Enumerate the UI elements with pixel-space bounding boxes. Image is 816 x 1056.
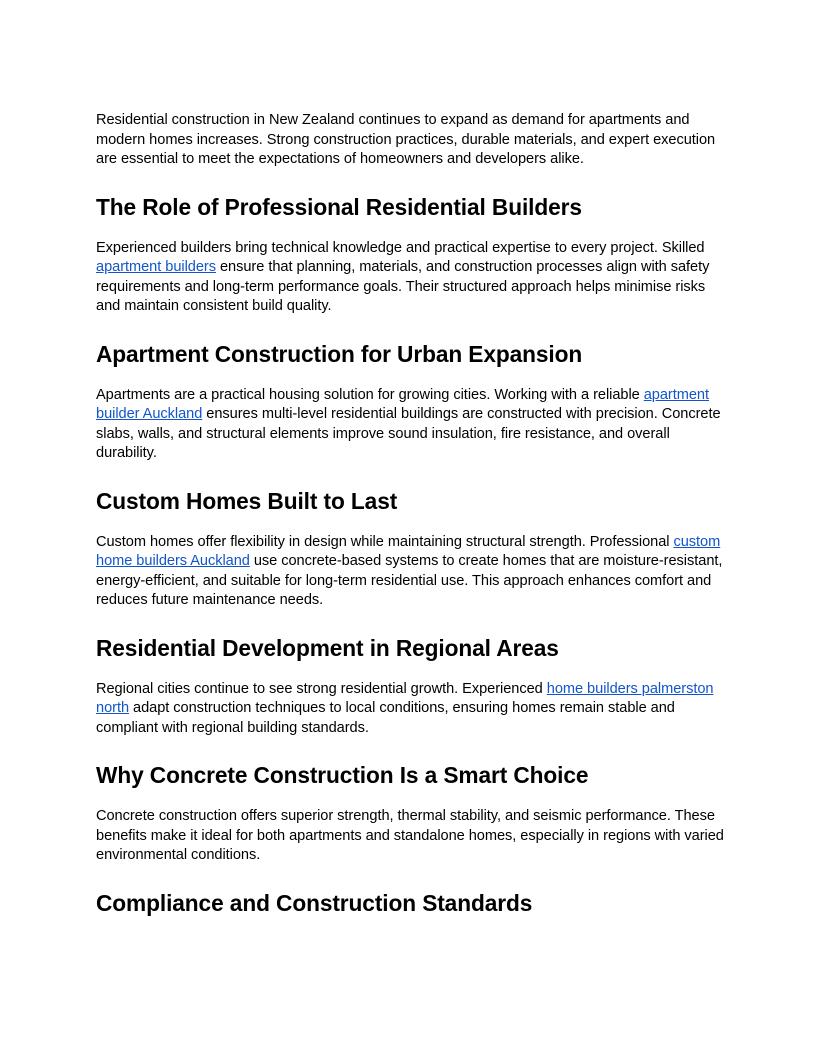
section-heading-apartment-construction: Apartment Construction for Urban Expansion	[96, 340, 583, 367]
section-heading-role-of-builders: The Role of Professional Residential Builders	[96, 193, 582, 220]
link-apartment-builder-auckland[interactable]: apartment builder Auckland	[96, 386, 709, 422]
section-heading-regional-development: Residential Development in Regional Areas	[96, 634, 559, 661]
link-home-builders-palmerston-north[interactable]: home builders palmerston north	[96, 680, 714, 716]
paragraph-custom-homes: Custom homes offer flexibility in design while maintaining structural strength. Professional custom home builders Auckland use concrete-based systems to create homes that are moisture-resistant, energy-efficient, and suitable for long-term residential use. This approach enhances comfort and reduces future maintenance needs.	[96, 533, 723, 608]
document-page	[96, 111, 724, 917]
paragraph-concrete-construction: Concrete construction offers superior strength, thermal stability, and seismic performance. These benefits make it ideal for both apartments and standalone homes, especially in regions with varied environmental conditions.	[96, 808, 724, 863]
section-heading-custom-homes: Custom Homes Built to Last	[96, 487, 398, 514]
link-apartment-builders[interactable]: apartment builders	[96, 259, 216, 275]
section-heading-concrete-construction: Why Concrete Construction Is a Smart Choice	[96, 762, 589, 788]
paragraph-apartment-construction: Apartments are a practical housing solution for growing cities. Working with a reliable apartment builder Auckland ensures multi-level residential buildings are constructed with precision. Concrete slabs, walls, and structural elements improve sound insulation, fire resistance, and overall durability.	[96, 386, 721, 461]
link-custom-home-builders-auckland[interactable]: custom home builders Auckland	[96, 533, 721, 569]
paragraph-regional-development: Regional cities continue to see strong residential growth. Experienced home builders palmerston north adapt construction techniques to local conditions, ensuring homes remain stable and compliant with regional building standards.	[96, 680, 714, 736]
intro-paragraph: Residential construction in New Zealand continues to expand as demand for apartments and modern homes increases. Strong construction practices, durable materials, and expert execution are essential to meet the expectations of homeowners and developers alike.	[96, 112, 716, 167]
paragraph-role-of-builders: Experienced builders bring technical knowledge and practical expertise to every project. Skilled apartment builders ensure that planning, materials, and construction processes align with safety requirements and long-term performance goals. Their structured approach helps minimise risks and maintain consistent build quality.	[96, 239, 710, 314]
section-heading-compliance: Compliance and Construction Standards	[96, 889, 533, 916]
